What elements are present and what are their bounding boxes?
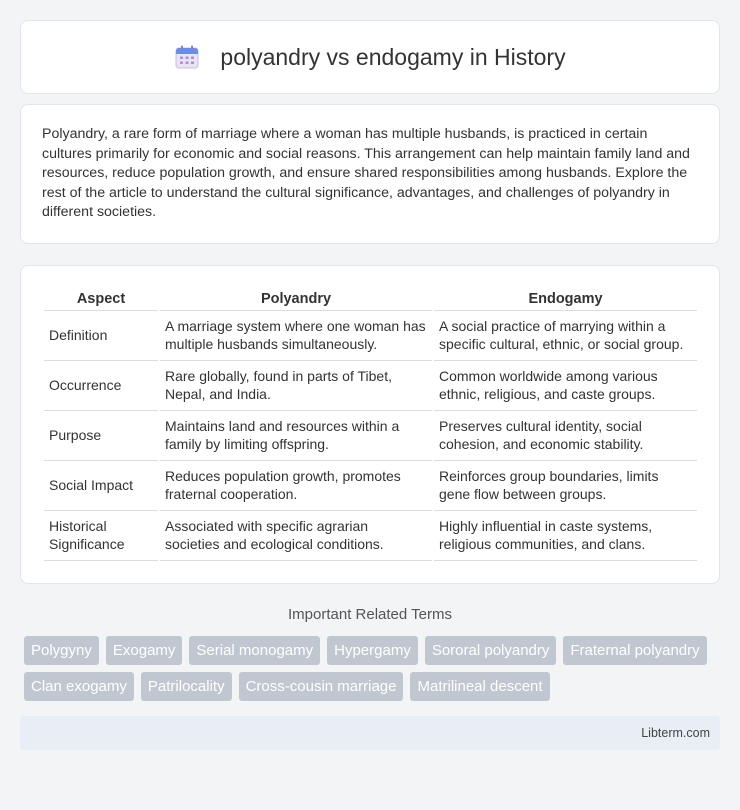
- column-header-aspect: Aspect: [44, 286, 158, 312]
- related-terms-title: Important Related Terms: [288, 606, 452, 624]
- table-cell-endogamy: Highly influential in caste systems, religious communities, and clans.: [434, 511, 697, 561]
- table-cell-endogamy: A social practice of marrying within a specific cultural, ethnic, or social group.: [434, 311, 697, 361]
- related-term-tag[interactable]: Exogamy: [106, 636, 183, 665]
- table-cell-endogamy: Common worldwide among various ethnic, religious, and caste groups.: [434, 361, 697, 411]
- related-term-tag[interactable]: Matrilineal descent: [410, 672, 549, 701]
- table-cell-polyandry: Maintains land and resources within a family by limiting offspring.: [160, 411, 432, 461]
- table-row: [44, 361, 697, 411]
- table-row: [44, 511, 697, 561]
- column-header-endogamy: Endogamy: [434, 286, 697, 312]
- table-row: [44, 461, 697, 511]
- footer: [20, 716, 720, 750]
- related-term-tag[interactable]: Serial monogamy: [189, 636, 320, 665]
- table-row: [44, 311, 697, 361]
- related-term-tag[interactable]: Clan exogamy: [24, 672, 134, 701]
- header-card: [20, 20, 720, 94]
- related-term-tag[interactable]: Cross-cousin marriage: [239, 672, 404, 701]
- table-cell-aspect: Purpose: [44, 411, 158, 461]
- intro-text: Polyandry, a rare form of marriage where a woman has multiple husbands, is practiced in certain cultures primarily for economic and social reasons. This arrangement can help maintain family land and resources, reduce population growth, and ensure shared responsibilities among husbands. Explore the rest of the article to understand the cultural significance, advantages, and challenges of polyandry in different societies.: [42, 126, 690, 221]
- table-cell-endogamy: Preserves cultural identity, social cohesion, and economic stability.: [434, 411, 697, 461]
- table-cell-aspect: Historical Significance: [44, 511, 158, 561]
- related-term-tag[interactable]: Fraternal polyandry: [563, 636, 706, 665]
- table-cell-polyandry: Rare globally, found in parts of Tibet, Nepal, and India.: [160, 361, 432, 411]
- calendar-icon: [174, 44, 200, 70]
- table-cell-polyandry: Associated with specific agrarian societies and ecological conditions.: [160, 511, 432, 561]
- table-cell-aspect: Definition: [44, 311, 158, 361]
- table-cell-aspect: Occurrence: [44, 361, 158, 411]
- table-cell-polyandry: Reduces population growth, promotes fraternal cooperation.: [160, 461, 432, 511]
- table-header-row: [44, 286, 697, 312]
- intro-card: [20, 104, 720, 244]
- related-term-tag[interactable]: Patrilocality: [141, 672, 232, 701]
- comparison-table: [42, 286, 699, 562]
- related-terms-list: [24, 636, 720, 701]
- related-term-tag[interactable]: Polygyny: [24, 636, 99, 665]
- table-cell-polyandry: A marriage system where one woman has multiple husbands simultaneously.: [160, 311, 432, 361]
- table-row: [44, 411, 697, 461]
- related-term-tag[interactable]: Sororal polyandry: [425, 636, 557, 665]
- page-title: polyandry vs endogamy in History: [220, 43, 566, 70]
- related-term-tag[interactable]: Hypergamy: [327, 636, 418, 665]
- comparison-table-card: [20, 265, 720, 585]
- footer-site-link[interactable]: Libterm.com: [641, 726, 710, 741]
- column-header-polyandry: Polyandry: [160, 286, 432, 312]
- table-cell-endogamy: Reinforces group boundaries, limits gene flow between groups.: [434, 461, 697, 511]
- table-cell-aspect: Social Impact: [44, 461, 158, 511]
